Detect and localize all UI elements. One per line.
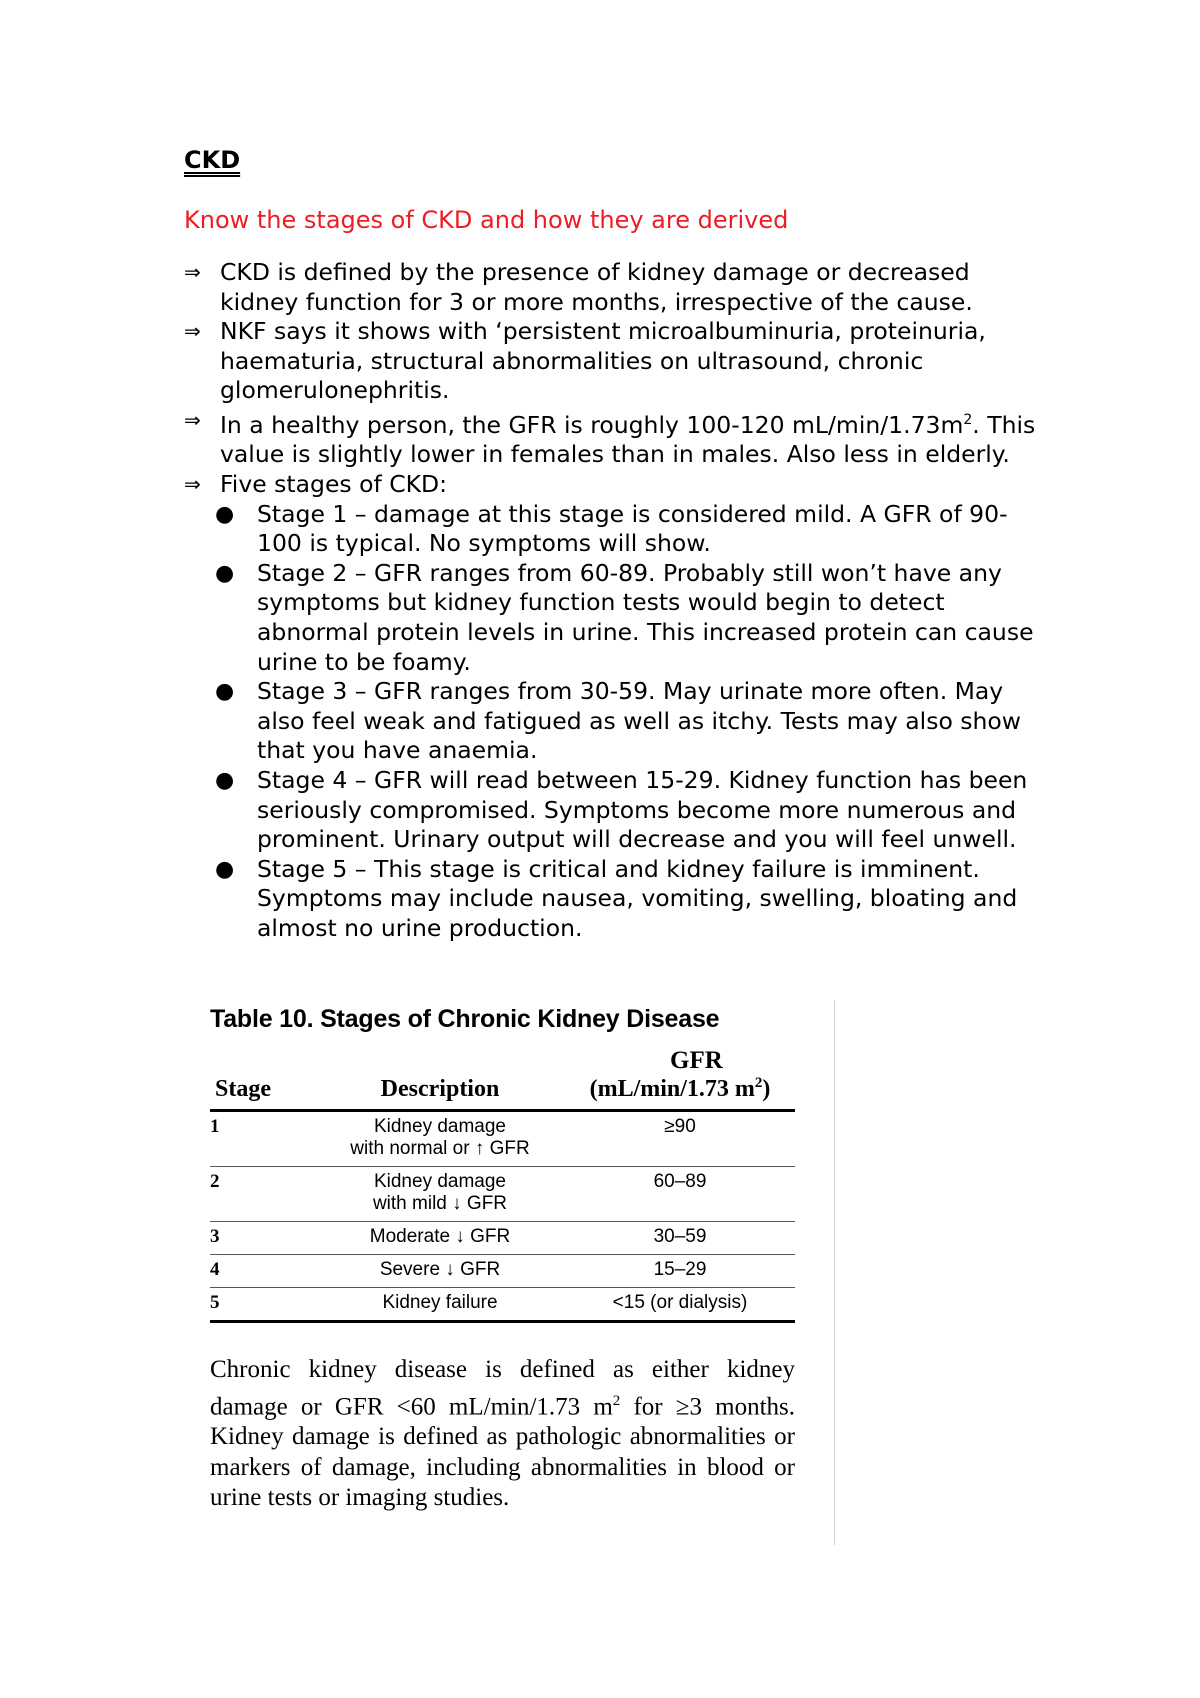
bullet-icon: ● — [215, 679, 235, 705]
stage-cell: 5 — [210, 1288, 315, 1322]
table-title: Table 10. Stages of Chronic Kidney Disease — [210, 1005, 720, 1033]
point-text: . This value is slightly lower in females than in males. Also less in elderly. — [220, 410, 1036, 469]
bullet-icon: ● — [215, 856, 235, 882]
stage-cell: 3 — [210, 1222, 315, 1255]
gfr-header-label: GFR — [670, 1047, 723, 1074]
page-divider — [834, 1000, 835, 1545]
stage-bullet — [184, 559, 1044, 677]
table-header-row — [210, 1061, 795, 1111]
point-text: In a healthy person, the GFR is roughly 100-120 mL/min/1.73m — [220, 410, 964, 439]
stages-bullet-list — [184, 500, 1044, 944]
ckd-stages-table — [210, 1061, 795, 1323]
bullet-icon: ● — [215, 767, 235, 793]
bullet-text: Stage 5 – This stage is critical and kidney failure is imminent. Symptoms may include nausea, vomiting, swelling, bloating and almost no urine production. — [257, 854, 1018, 942]
section-subheading: Know the stages of CKD and how they are derived — [184, 206, 789, 234]
gfr-unit-header: (mL/min/1.73 $m^2$) — [565, 1061, 795, 1111]
arrow-icon: ⇒ — [184, 260, 201, 284]
page-title: CKD — [184, 146, 241, 174]
point-text: Five stages of CKD: — [220, 469, 448, 498]
bullet-text: Stage 2 – GFR ranges from 60-89. Probably still won’t have any symptoms but kidney function tests would begin to detect abnormal protein levels in urine. This increased protein can cause urine to be foamy. — [257, 558, 1034, 676]
bullet-icon: ● — [215, 501, 235, 527]
gfr-cell: 15–29 — [565, 1255, 795, 1288]
table-row — [210, 1288, 795, 1322]
table-row — [210, 1255, 795, 1288]
description-cell: Kidney failure — [315, 1288, 565, 1322]
bullet-text: Stage 4 – GFR will read between 15-29. Kidney function has been seriously compromised. Symptoms become more numerous and prominent. Urinary output will decrease and you will feel unwell. — [257, 765, 1028, 854]
bullet-text: Stage 3 – GFR ranges from 30-59. May urinate more often. May also feel weak and fatigued as well as itchy. Tests may also show that you have anaemia. — [257, 677, 1022, 765]
stage-bullet — [184, 677, 1044, 766]
stage-bullet — [184, 855, 1044, 944]
description-header: Description — [315, 1061, 565, 1111]
description-cell: Severe ↓ GFR — [315, 1255, 565, 1288]
arrow-icon: ⇒ — [184, 319, 201, 344]
description-cell: Kidney damage with normal or ↑ GFR — [315, 1111, 565, 1167]
gfr-cell: ≥90 — [565, 1111, 795, 1167]
superscript: 2 — [963, 411, 973, 428]
stage-cell: 4 — [210, 1255, 315, 1288]
point-text: CKD is defined by the presence of kidney damage or decreased kidney function for 3 or more months, irrespective of the cause. — [220, 258, 973, 316]
table-row — [210, 1222, 795, 1255]
ckd-points-list — [184, 258, 1044, 943]
stage-bullet — [184, 766, 1044, 855]
gfr-cell: 30–59 — [565, 1222, 795, 1255]
list-item — [184, 406, 1044, 470]
point-text: NKF says it shows with ‘persistent microalbuminuria, proteinuria, haematuria, structural abnormalities on ultrasound, chronic glomerulonephritis. — [220, 317, 986, 405]
list-item — [184, 470, 1044, 944]
table-row — [210, 1111, 795, 1167]
bullet-text: Stage 1 – damage at this stage is considered mild. A GFR of 90-100 is typical. No symptoms will show. — [257, 499, 1008, 558]
gfr-cell: 60–89 — [565, 1167, 795, 1222]
gfr-cell: <15 (or dialysis) — [565, 1288, 795, 1322]
list-item — [184, 317, 1044, 406]
stage-bullet — [184, 500, 1044, 559]
bullet-icon: ● — [215, 560, 235, 586]
table-row — [210, 1167, 795, 1222]
stage-cell: 2 — [210, 1167, 315, 1222]
stage-header: Stage — [210, 1061, 315, 1111]
description-cell: Moderate ↓ GFR — [315, 1222, 565, 1255]
arrow-icon: ⇒ — [184, 407, 201, 432]
description-cell: Kidney damage with mild ↓ GFR — [315, 1167, 565, 1222]
list-item — [184, 258, 1044, 317]
table-caption: Chronic kidney disease is defined as either kidney damage or GFR <60 mL/min/1.73 $m^2$ for ≥3 months. Kidney damage is defined as pathologic abnormalities or markers of damage, including abnormalities in blood or urine tests or imaging studies. — [210, 1356, 795, 1512]
ckd-stages-figure — [210, 1005, 800, 1512]
stage-cell: 1 — [210, 1111, 315, 1167]
arrow-icon: ⇒ — [184, 471, 201, 496]
